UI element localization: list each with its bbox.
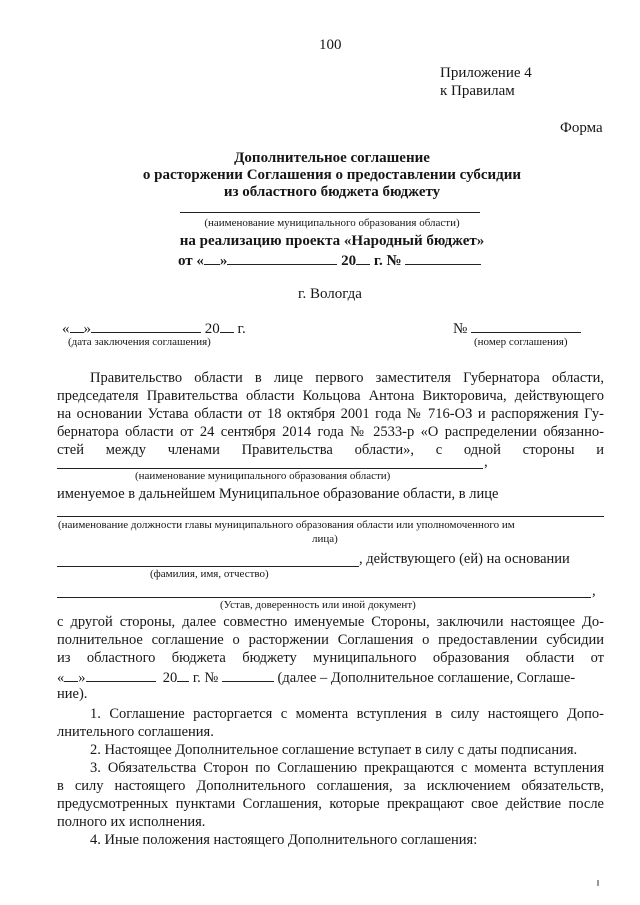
scan-speck <box>597 880 599 886</box>
page-number: 100 <box>319 37 342 53</box>
basis-fill-line <box>57 597 591 598</box>
comma-1: , <box>484 454 488 470</box>
para1-line-2: председателя Правительства области Кольцова Антона Викторовича, действующего <box>57 388 604 404</box>
date-quote-close: » <box>83 321 91 337</box>
agreement-number-blank <box>471 320 581 333</box>
day-blank <box>204 252 220 265</box>
conclusion-date <box>62 320 246 337</box>
para2-line-5: ние). <box>57 686 88 702</box>
ref-year-prefix: 20 <box>162 670 178 686</box>
para2-line-3: из областного бюджета бюджету муниципального образования области от <box>57 650 604 666</box>
ref-month-blank <box>86 669 156 682</box>
item3-line-3: предусмотренных пунктами Соглашения, которые прекращают свое действие после <box>57 796 604 812</box>
year-suffix: г. <box>237 321 246 337</box>
para1-line-3: на основании Устава области от 18 октября 2001 года № 716-ОЗ и распоряжения Гу- <box>57 406 604 422</box>
number-blank <box>405 252 481 265</box>
appendix-rules: к Правилам <box>440 83 515 99</box>
date-quote: » <box>219 253 228 269</box>
item4: 4. Иные положения настоящего Дополнительного соглашения: <box>90 832 478 848</box>
para2-line-4 <box>57 669 575 686</box>
ref-quote-close: » <box>78 670 86 686</box>
ref-number-blank <box>222 669 274 682</box>
named-line: именуемое в дальнейшем Муниципальное образование области, в лице <box>57 486 499 502</box>
agreement-number-hint: (номер соглашения) <box>474 336 568 348</box>
year-prefix-2: 20 <box>204 321 220 337</box>
number-prefix: г. № <box>373 253 402 269</box>
year-blank <box>356 252 370 265</box>
agreement-number <box>453 320 581 337</box>
appendix-number: Приложение 4 <box>440 65 532 81</box>
municipality-hint-2: (наименование муниципального образования области) <box>135 470 391 482</box>
ref-day-blank <box>64 669 78 682</box>
comma-2: , <box>592 583 596 599</box>
ref-rest: (далее – Дополнительное соглашение, Соглаше- <box>277 670 576 686</box>
item3-line-1: 3. Обязательства Сторон по Соглашению прекращаются с момента вступления <box>90 760 604 776</box>
item3-line-4: полного их исполнения. <box>57 814 206 830</box>
item3-line-2: в силу настоящего Дополнительного соглашения, за исключением обязательств, <box>57 778 604 794</box>
ref-quote-open: « <box>57 670 65 686</box>
fio-hint: (фамилия, имя, отчество) <box>150 568 269 580</box>
number-sign: № <box>453 321 468 337</box>
day-blank-2 <box>70 320 84 333</box>
agreement-date-line <box>178 252 481 269</box>
project-line: на реализацию проекта «Народный бюджет» <box>179 233 485 249</box>
month-blank <box>227 252 337 265</box>
date-quote-open: « <box>62 321 70 337</box>
form-label: Форма <box>560 120 603 136</box>
title-line-3: из областного бюджета бюджету <box>223 184 441 200</box>
month-blank-2 <box>91 320 201 333</box>
para1-line-5: стей между членами Правительства области», с одной стороны и <box>57 442 604 458</box>
acting-text: , действующего (ей) на основании <box>359 551 570 567</box>
item1-line-1: 1. Соглашение расторгается с момента вступления в силу настоящего Допо- <box>90 706 604 722</box>
city: г. Вологда <box>298 286 362 302</box>
basis-hint: (Устав, доверенность или иной документ) <box>220 599 416 611</box>
ref-year-blank <box>177 669 189 682</box>
para1-line-4: бернатора области от 24 сентября 2014 года № 2533-р «О распределении обязанно- <box>57 424 604 440</box>
position-hint-line-1: (наименование должности главы муниципального образования области или уполномоченного им <box>58 519 515 531</box>
municipality-fill-line-2 <box>57 468 483 469</box>
conclusion-date-hint: (дата заключения соглашения) <box>68 336 211 348</box>
para1-line-1: Правительство области в лице первого заместителя Губернатора области, <box>90 370 604 386</box>
ref-number-prefix: г. № <box>192 670 219 686</box>
fio-fill-line <box>57 566 359 567</box>
para2-line-1: с другой стороны, далее совместно именуемые Стороны, заключили настоящее До- <box>57 614 604 630</box>
year-blank-2 <box>220 320 234 333</box>
date-prefix: от « <box>178 253 204 269</box>
title-line-1: Дополнительное соглашение <box>234 150 430 166</box>
position-fill-line <box>57 516 604 517</box>
para2-line-2: полнительное соглашение о расторжении Соглашения о предоставлении субсидии <box>57 632 604 648</box>
municipality-hint: (наименование муниципального образования области) <box>204 217 460 229</box>
year-prefix: 20 <box>341 253 357 269</box>
item2: 2. Настоящее Дополнительное соглашение вступает в силу с даты подписания. <box>90 742 578 758</box>
title-line-2: о расторжении Соглашения о предоставлении субсидии <box>142 167 522 183</box>
municipality-fill-line <box>180 212 480 213</box>
item1-line-2: лнительного соглашения. <box>57 724 214 740</box>
position-hint-line-2: лица) <box>312 533 338 545</box>
